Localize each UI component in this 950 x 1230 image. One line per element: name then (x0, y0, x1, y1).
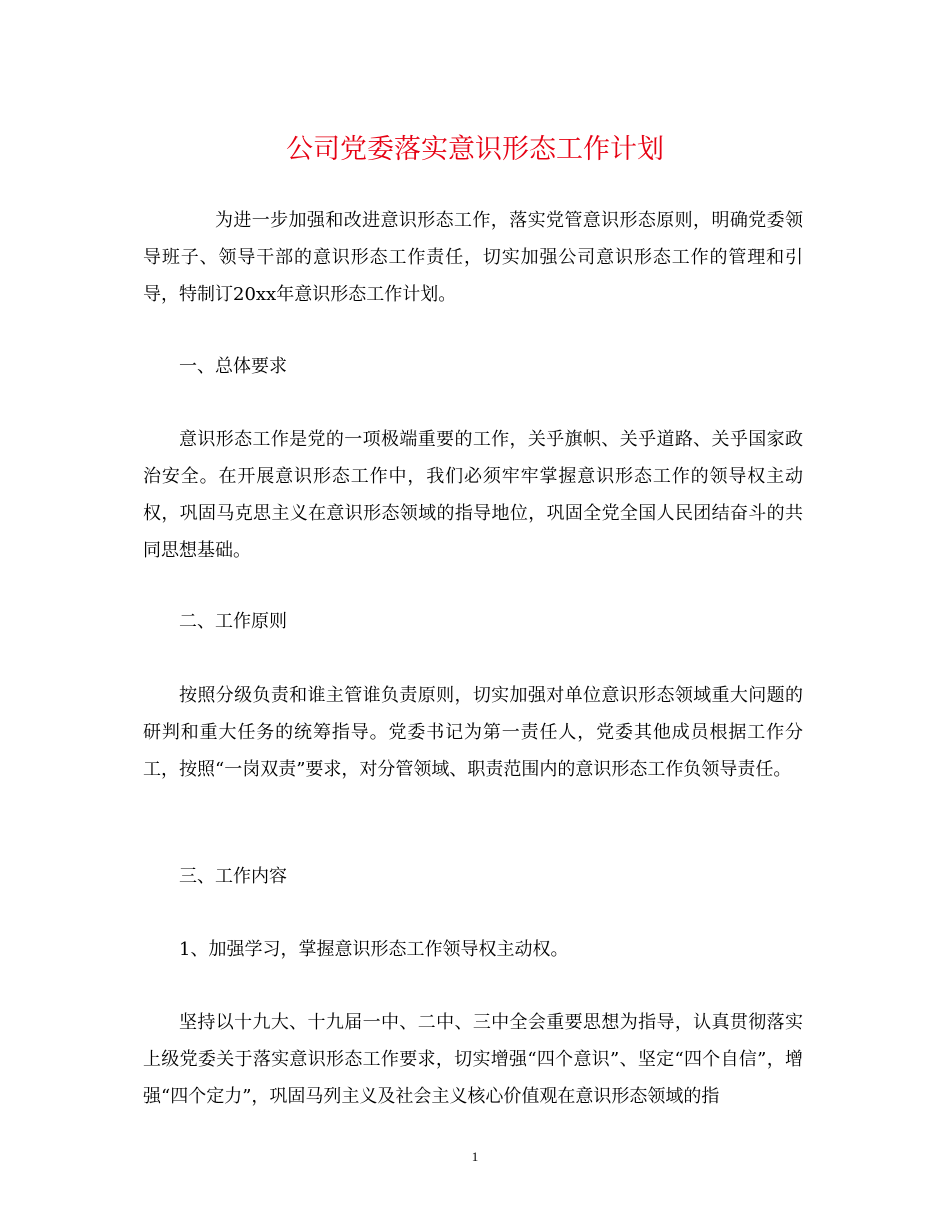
section-heading-work-principles: 二、工作原则 (179, 611, 287, 632)
item-body-strengthen-study: 坚持以十九大、十九届一中、二中、三中全会重要思想为指导，认真贯彻落实上级党委关于落实意识形态工作要求，切实增强“四个意识”、坚定“四个自信”，增强“四个定力”，巩固马列主义及社会主义核心价值观在意识形态领域的指 (143, 1012, 803, 1107)
section-body-general-requirements: 意识形态工作是党的一项极端重要的工作，关乎旗帜、关乎道路、关乎国家政治安全。在开展意识形态工作中，我们必须牢牢掌握意识形态工作的领导权主动权，巩固马克思主义在意识形态领域的指导地位，巩固全党全国人民团结奋斗的共同思想基础。 (143, 429, 803, 561)
document-title: 公司党委落实意识形态工作计划 (286, 134, 664, 165)
page-number: 1 (471, 1149, 479, 1164)
item-heading-strengthen-study: 1、加强学习，掌握意识形态工作领导权主动权。 (179, 939, 569, 960)
intro-paragraph: 为进一步加强和改进意识形态工作，落实党管意识形态原则，明确党委领导班子、领导干部的意识形态工作责任，切实加强公司意识形态工作的管理和引导，特制订20xx年意识形态工作计划。 (143, 210, 803, 305)
section-heading-work-content: 三、工作内容 (179, 866, 287, 887)
section-body-work-principles: 按照分级负责和谁主管谁负责原则，切实加强对单位意识形态领域重大问题的研判和重大任务的统筹指导。党委书记为第一责任人，党委其他成员根据工作分工，按照“一岗双责”要求，对分管领域、职责范围内的意识形态工作负领导责任。 (143, 685, 803, 780)
section-heading-general-requirements: 一、总体要求 (179, 356, 287, 377)
